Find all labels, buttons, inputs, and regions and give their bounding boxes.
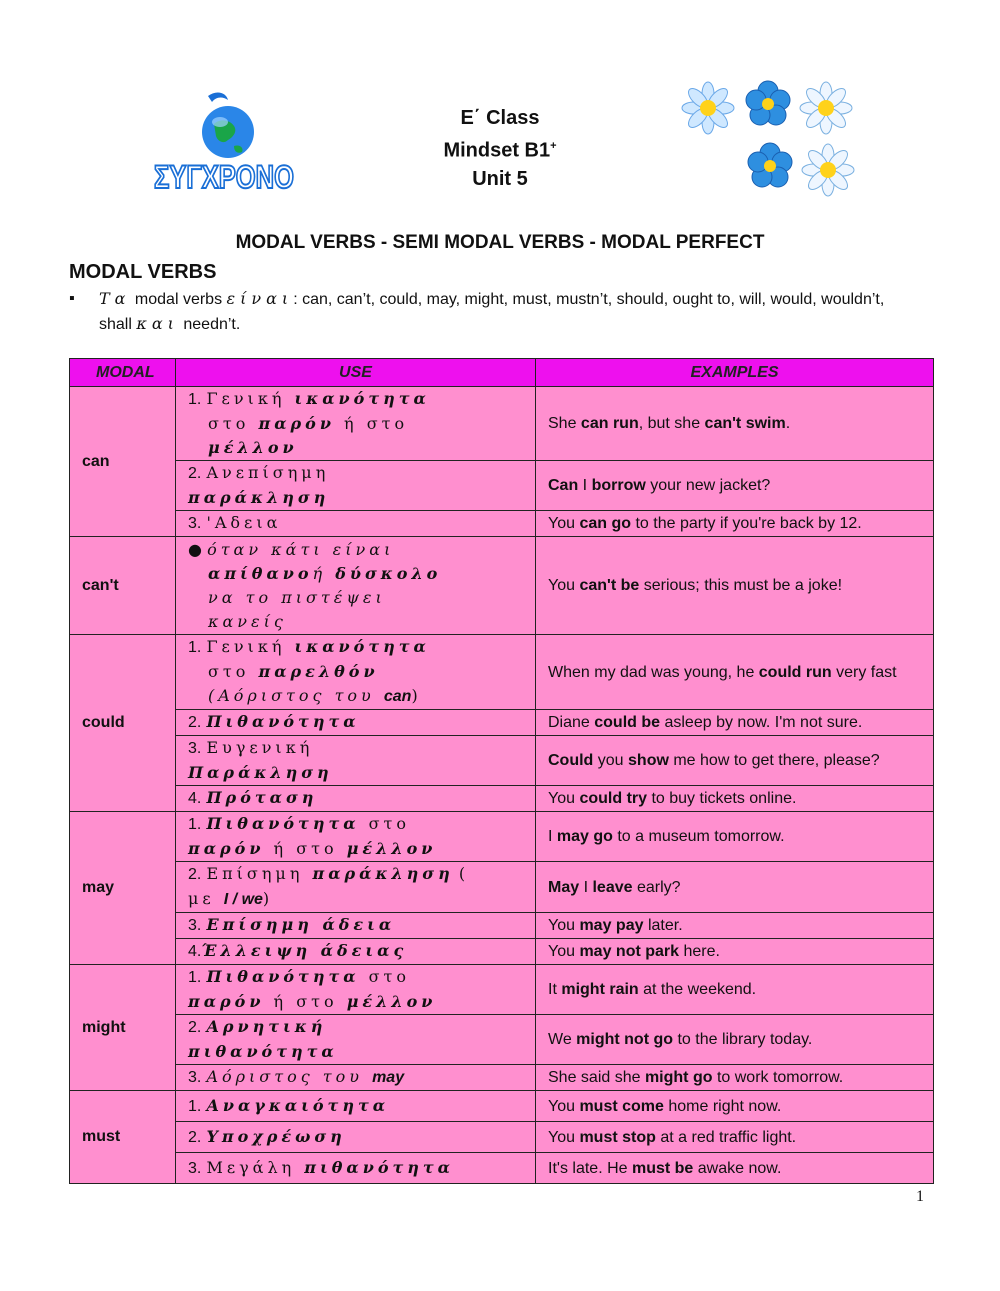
use-cell: 3. Μεγάλη πιθανότητα bbox=[176, 1153, 536, 1184]
use-cell: 2. Αρνητική πιθανότητα bbox=[176, 1015, 536, 1065]
use-cell: 1. Πιθανότητα στο παρόν ή στο μέλλον bbox=[176, 812, 536, 862]
book-title: Mindset B1+ bbox=[443, 139, 557, 162]
header-examples: EXAMPLES bbox=[536, 359, 934, 387]
table-row bbox=[70, 1091, 934, 1122]
example-cell: It might rain at the weekend. bbox=[536, 965, 934, 1015]
table-row bbox=[70, 913, 934, 939]
table-row bbox=[70, 1015, 934, 1065]
modal-cell: must bbox=[70, 1091, 176, 1184]
intro-bullet-text: ▪ Τα modal verbs είναι: can, can’t, could, may, might, must, mustn’t, should, ought to, will, would, wouldn’t, shall και needn’t. bbox=[69, 289, 885, 333]
table-row bbox=[70, 736, 934, 786]
table-row bbox=[70, 862, 934, 913]
example-cell: She said she might go to work tomorrow. bbox=[536, 1065, 934, 1091]
class-label: E΄ Class bbox=[460, 107, 540, 129]
page-number: 1 bbox=[916, 1188, 924, 1205]
table-row bbox=[70, 710, 934, 736]
use-cell: 3. Επίσημη άδεια bbox=[176, 913, 536, 939]
use-cell: 4.Έλλειψη άδειας bbox=[176, 939, 536, 965]
example-cell: Can I borrow your new jacket? bbox=[536, 461, 934, 511]
unit-label: Unit 5 bbox=[472, 167, 528, 190]
use-cell: 1. Αναγκαιότητα bbox=[176, 1091, 536, 1122]
example-cell: You can't be serious; this must be a joke! bbox=[536, 537, 934, 635]
flower-icon bbox=[800, 82, 852, 134]
flower-icon bbox=[682, 82, 734, 134]
table-row bbox=[70, 387, 934, 461]
modal-cell: can bbox=[70, 387, 176, 537]
example-cell: When my dad was young, he could run very fast bbox=[536, 635, 934, 710]
bullet-icon: ▪ bbox=[69, 290, 75, 307]
logo bbox=[150, 88, 300, 198]
flower-icon bbox=[748, 143, 792, 187]
modal-cell: may bbox=[70, 812, 176, 965]
table-header-row bbox=[70, 359, 934, 387]
use-cell: 2. Πιθανότητα bbox=[176, 710, 536, 736]
table-row bbox=[70, 1065, 934, 1091]
use-cell: 3. 'Αδεια bbox=[176, 511, 536, 537]
use-cell: 1. Γενική ικανότητα στο παρελθόν (Αόριστος του can) bbox=[176, 635, 536, 710]
use-cell: 3. Αόριστος του may bbox=[176, 1065, 536, 1091]
example-cell: You must come home right now. bbox=[536, 1091, 934, 1122]
example-cell: You must stop at a red traffic light. bbox=[536, 1122, 934, 1153]
modal-cell: could bbox=[70, 635, 176, 812]
table-row bbox=[70, 965, 934, 1015]
example-cell: Could you show me how to get there, please? bbox=[536, 736, 934, 786]
logo-text: ΣΥΓΧΡΟΝΟ bbox=[154, 159, 294, 195]
globe-icon bbox=[202, 93, 254, 158]
example-cell: We might not go to the library today. bbox=[536, 1015, 934, 1065]
header-use: USE bbox=[176, 359, 536, 387]
example-cell: You could try to buy tickets online. bbox=[536, 786, 934, 812]
page-title: MODAL VERBS - SEMI MODAL VERBS - MODAL PERFECT bbox=[235, 232, 765, 253]
flower-icon bbox=[746, 81, 790, 125]
table-row bbox=[70, 1122, 934, 1153]
table-row bbox=[70, 939, 934, 965]
example-cell: She can run, but she can't swim. bbox=[536, 387, 934, 461]
modal-verbs-table bbox=[69, 358, 934, 1184]
table-row bbox=[70, 786, 934, 812]
bullet-icon: ● bbox=[188, 539, 202, 559]
table-row bbox=[70, 635, 934, 710]
use-cell: 2. Ανεπίσημη παράκληση bbox=[176, 461, 536, 511]
modal-cell: can't bbox=[70, 537, 176, 635]
use-cell: 1. Γενική ικανότητα στο παρόν ή στο μέλλον bbox=[176, 387, 536, 461]
example-cell: You can go to the party if you're back by 12. bbox=[536, 511, 934, 537]
example-cell: You may not park here. bbox=[536, 939, 934, 965]
use-cell: 4. Πρόταση bbox=[176, 786, 536, 812]
header-modal: MODAL bbox=[70, 359, 176, 387]
table-row bbox=[70, 461, 934, 511]
use-cell: 3. Ευγενική Παράκληση bbox=[176, 736, 536, 786]
header-block bbox=[380, 104, 620, 193]
modal-cell: might bbox=[70, 965, 176, 1091]
example-cell: Diane could be asleep by now. I'm not sure. bbox=[536, 710, 934, 736]
example-cell: You may pay later. bbox=[536, 913, 934, 939]
flower-icon bbox=[802, 144, 854, 196]
example-cell: May I leave early? bbox=[536, 862, 934, 913]
use-cell: 2. Επίσημη παράκληση ( με I / we) bbox=[176, 862, 536, 913]
flowers-decoration bbox=[678, 78, 858, 200]
use-cell: ● όταν κάτι είναι απίθανοή δύσκολο να το πιστέψει κανείς bbox=[176, 537, 536, 635]
use-cell: 1. Πιθανότητα στο παρόν ή στο μέλλον bbox=[176, 965, 536, 1015]
table-row bbox=[70, 1153, 934, 1184]
table-row bbox=[70, 812, 934, 862]
use-cell: 2. Υποχρέωση bbox=[176, 1122, 536, 1153]
section-title: MODAL VERBS bbox=[69, 261, 217, 283]
table-row bbox=[70, 537, 934, 635]
table-row bbox=[70, 511, 934, 537]
example-cell: It's late. He must be awake now. bbox=[536, 1153, 934, 1184]
example-cell: I may go to a museum tomorrow. bbox=[536, 812, 934, 862]
